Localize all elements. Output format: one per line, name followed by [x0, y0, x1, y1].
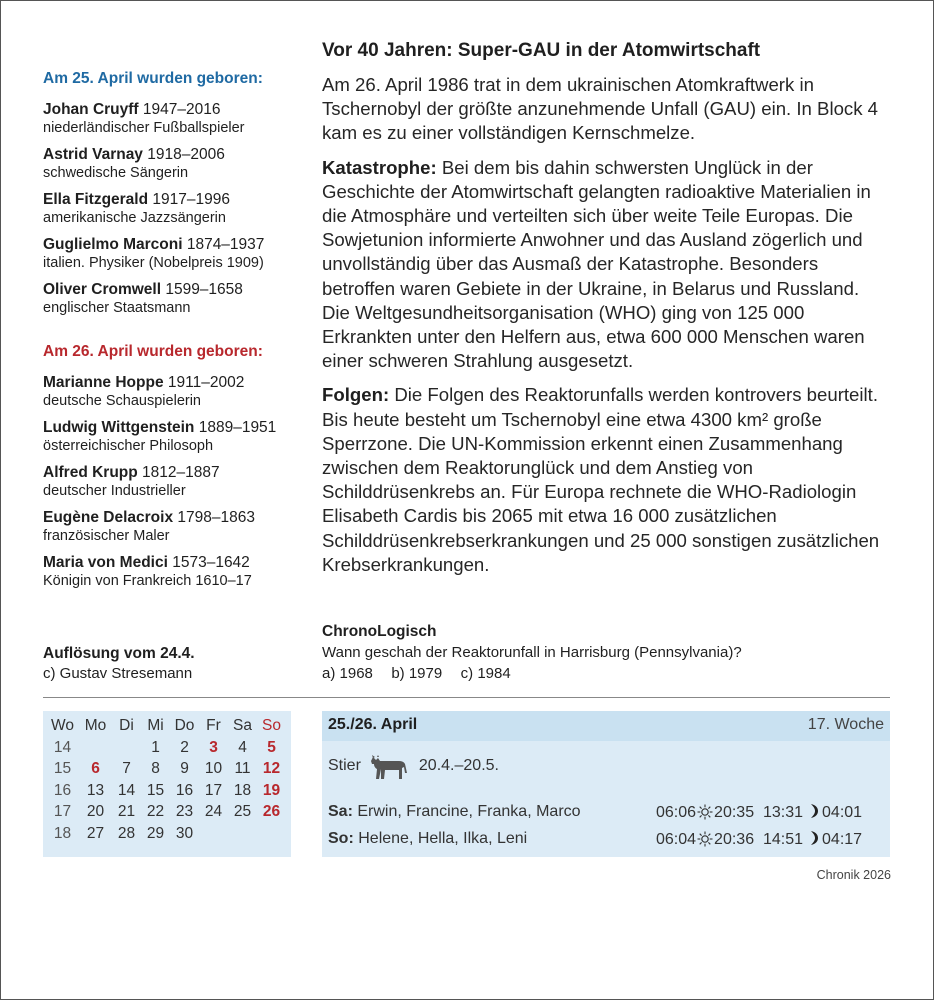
calendar-day: 3	[209, 738, 218, 756]
person-entry	[43, 100, 303, 137]
calendar-week-number: 17	[53, 803, 72, 820]
bull-icon	[369, 751, 411, 781]
divider-line	[43, 697, 890, 698]
quiz-answer: a) 1968	[322, 665, 373, 682]
calendar-header-cell: Fr	[206, 717, 221, 734]
person-name: Oliver Cromwell	[43, 281, 162, 298]
calendar-header-cell: Mi	[147, 717, 164, 734]
name-day-row-sunday	[328, 830, 884, 852]
astro-times	[656, 830, 862, 849]
calendar-day: 22	[146, 803, 165, 820]
person-years: 1812–1887	[142, 464, 220, 481]
calendar-day: 30	[175, 824, 194, 842]
month-calendar	[43, 711, 291, 857]
person-entry	[43, 235, 303, 272]
moonrise-time: 14:51	[762, 831, 804, 848]
person-entry	[43, 280, 303, 317]
calendar-week-number: 16	[53, 781, 72, 799]
calendar-header-cell: Di	[119, 717, 134, 734]
calendar-day: 8	[151, 760, 160, 777]
calendar-header-cell: Sa	[233, 717, 252, 734]
person-entry	[43, 145, 303, 182]
name-day-names: Helene, Hella, Ilka, Leni	[358, 830, 528, 847]
birthdays-column	[43, 70, 303, 598]
calendar-day: 1	[151, 738, 160, 756]
person-desc: schwedische Sängerin	[43, 165, 189, 181]
born-26-heading: Am 26. April wurden geboren:	[43, 343, 263, 360]
person-name: Marianne Hoppe	[43, 374, 164, 391]
born-25-list	[43, 100, 303, 317]
calendar-day: 19	[262, 781, 281, 799]
quiz-answer: b) 1979	[391, 665, 443, 682]
person-years: 1889–1951	[198, 419, 277, 436]
person-name: Ludwig Wittgenstein	[43, 419, 195, 436]
day-date: 25./26. April	[328, 716, 418, 733]
calendar-day: 17	[204, 781, 223, 799]
calendar-week-number: 14	[53, 738, 72, 756]
born-25-heading: Am 25. April wurden geboren:	[43, 70, 263, 87]
sunrise-time: 06:04	[656, 831, 697, 848]
calendar-header-cell: Mo	[84, 717, 107, 734]
person-desc: niederländischer Fußballspieler	[43, 120, 245, 136]
sun-icon	[697, 804, 713, 820]
calendar-day: 5	[267, 738, 276, 756]
person-entry	[43, 418, 303, 455]
person-years: 1911–2002	[167, 374, 245, 391]
person-entry	[43, 508, 303, 545]
born-26-group	[43, 343, 303, 590]
calendar-header-cell: Wo	[51, 717, 74, 734]
calendar-day: 11	[234, 760, 251, 777]
calendar-week-number: 18	[53, 824, 72, 842]
week-number: 17. Woche	[807, 716, 884, 733]
calendar-day: 10	[204, 760, 223, 777]
calendar-day: 9	[180, 760, 189, 777]
article-title: Vor 40 Jahren: Super-GAU in der Atomwirtschaft	[322, 40, 761, 61]
name-day-names: Erwin, Francine, Franka, Marco	[357, 803, 581, 820]
person-desc: deutscher Industrieller	[43, 483, 186, 499]
name-day-row-saturday	[328, 803, 884, 825]
calendar-day: 2	[180, 738, 189, 756]
calendar-grid	[43, 711, 291, 844]
calendar-day	[199, 823, 228, 845]
calendar-day: 4	[238, 738, 247, 756]
sunrise-time: 06:06	[656, 804, 697, 821]
person-years: 1798–1863	[177, 509, 255, 526]
person-entry	[43, 553, 303, 590]
person-years: 1917–1996	[152, 191, 230, 208]
quiz-title: ChronoLogisch	[322, 623, 437, 640]
calendar-day: 24	[204, 803, 223, 820]
quiz-answers	[322, 663, 882, 684]
quiz-answer: c) 1984	[460, 665, 511, 682]
zodiac-name: Stier	[328, 757, 361, 774]
section-text: Die Folgen des Reaktorunfalls werden kontrovers beurteilt. Bis heute besteht um Tschernobyl eine etwa 4300 km² große Sperrzone. Die UN-Kommission erkennt einen Zusammenhang zwischen dem Reaktorunglück und dem Anstieg von Schilddrüsenkrebs an. Für Europa rechnete die WHO-Radiologin Elisabeth Cardis bis 2065 mit etwa 16 000 zusätzlichen Schilddrüsenkrebserkrankungen und 25 000 sonstigen zusätzlichen Krebserkrankungen.	[322, 384, 880, 575]
calendar-day: 16	[175, 781, 194, 799]
person-years: 1918–2006	[147, 146, 225, 163]
calendar-day: 12	[262, 760, 281, 777]
sunset-time: 20:36	[714, 831, 755, 848]
person-desc: deutsche Schauspielerin	[43, 393, 201, 409]
calendar-day: 26	[262, 803, 281, 820]
calendar-day: 6	[91, 760, 100, 777]
moonset-time: 04:17	[822, 831, 863, 848]
astro-times	[656, 803, 862, 822]
moonrise-time: 13:31	[762, 804, 804, 821]
person-years: 1573–1642	[172, 554, 250, 571]
person-entry	[43, 463, 303, 500]
moon-icon	[809, 830, 819, 846]
person-desc: italien. Physiker (Nobelpreis 1909)	[43, 255, 264, 271]
person-name: Guglielmo Marconi	[43, 236, 183, 253]
calendar-day: 27	[86, 824, 105, 842]
solution-title: Auflösung vom 24.4.	[43, 645, 195, 662]
quiz-question: Wann geschah der Reaktorunfall in Harrisburg (Pennsylvania)?	[322, 644, 742, 661]
person-desc: englischer Staatsmann	[43, 300, 191, 316]
calendar-day: 7	[122, 760, 131, 777]
calendar-week-number: 15	[53, 760, 72, 777]
calendar-day	[228, 823, 257, 845]
sun-icon	[697, 831, 713, 847]
calendar-day: 15	[146, 781, 165, 799]
solution-text: c) Gustav Stresemann	[43, 665, 193, 682]
person-name: Eugène Delacroix	[43, 509, 174, 526]
chronologisch-quiz	[322, 622, 882, 684]
person-desc: österreichischer Philosoph	[43, 438, 214, 454]
calendar-day: 14	[117, 781, 136, 799]
calendar-header-cell: So	[262, 717, 281, 734]
person-desc: amerikanische Jazzsängerin	[43, 210, 226, 226]
zodiac-range: 20.4.–20.5.	[418, 757, 499, 774]
weekday-label: So:	[328, 830, 354, 847]
calendar-day	[112, 737, 141, 759]
person-years: 1599–1658	[165, 281, 243, 298]
sunset-time: 20:35	[714, 804, 755, 821]
calendar-day	[79, 737, 112, 759]
person-name: Johan Cruyff	[43, 101, 139, 118]
calendar-day: 25	[233, 803, 252, 820]
person-years: 1874–1937	[186, 236, 265, 253]
calendar-day: 29	[146, 824, 165, 842]
day-info-box	[322, 711, 890, 857]
person-name: Maria von Medici	[43, 554, 168, 571]
person-name: Alfred Krupp	[43, 464, 138, 481]
calendar-day: 21	[117, 803, 136, 820]
person-desc: Königin von Frankreich 1610–17	[43, 573, 252, 589]
person-entry	[43, 190, 303, 227]
article-section-catastrophe	[322, 156, 882, 374]
section-label: Folgen:	[322, 384, 390, 406]
calendar-day: 23	[175, 803, 194, 820]
article-intro: Am 26. April 1986 trat in dem ukrainischen Atomkraftwerk in Tschernobyl der größte anzunehmende Unfall (GAU) ein. In Block 4 kam es zu einer vollständigen Kernschmelze.	[322, 74, 879, 144]
article-section-consequences	[322, 383, 882, 577]
calendar-day: 28	[117, 824, 136, 842]
weekday-label: Sa:	[328, 803, 353, 820]
person-desc: französischer Maler	[43, 528, 170, 544]
section-text: Bei dem bis dahin schwersten Unglück in der Geschichte der Atomwirtschaft gelangten radioaktive Materialien in die Atmosphäre und verteilten sich über weite Teile Europas. Die Sowjetunion informierte Anwohner und das Ausland zögerlich und unvollständig über das Ausmaß der Katastrophe. Besonders betroffen waren Gebiete in der Ukraine, in Belarus und Russland. Die Weltgesundheitsorganisation (WHO) ging von 125 000 Erkrankten unter den Helfern aus, etwa 600 000 Menschen waren einer schweren Strahlung ausgesetzt.	[322, 156, 871, 372]
moonset-time: 04:01	[822, 804, 863, 821]
calendar-day	[257, 823, 286, 845]
zodiac-row	[328, 751, 499, 781]
calendar-day: 18	[233, 781, 252, 799]
person-entry	[43, 373, 303, 410]
publication-footer: Chronik 2026	[816, 868, 891, 882]
calendar-day: 13	[86, 781, 105, 799]
person-years: 1947–2016	[142, 101, 221, 118]
person-name: Astrid Varnay	[43, 146, 143, 163]
calendar-header-cell: Do	[174, 717, 195, 734]
previous-solution	[43, 644, 303, 684]
main-article	[322, 38, 882, 587]
calendar-day: 20	[86, 803, 105, 820]
person-name: Ella Fitzgerald	[43, 191, 149, 208]
section-label: Katastrophe:	[322, 156, 437, 178]
moon-icon	[809, 803, 819, 819]
day-info-header	[322, 711, 890, 741]
